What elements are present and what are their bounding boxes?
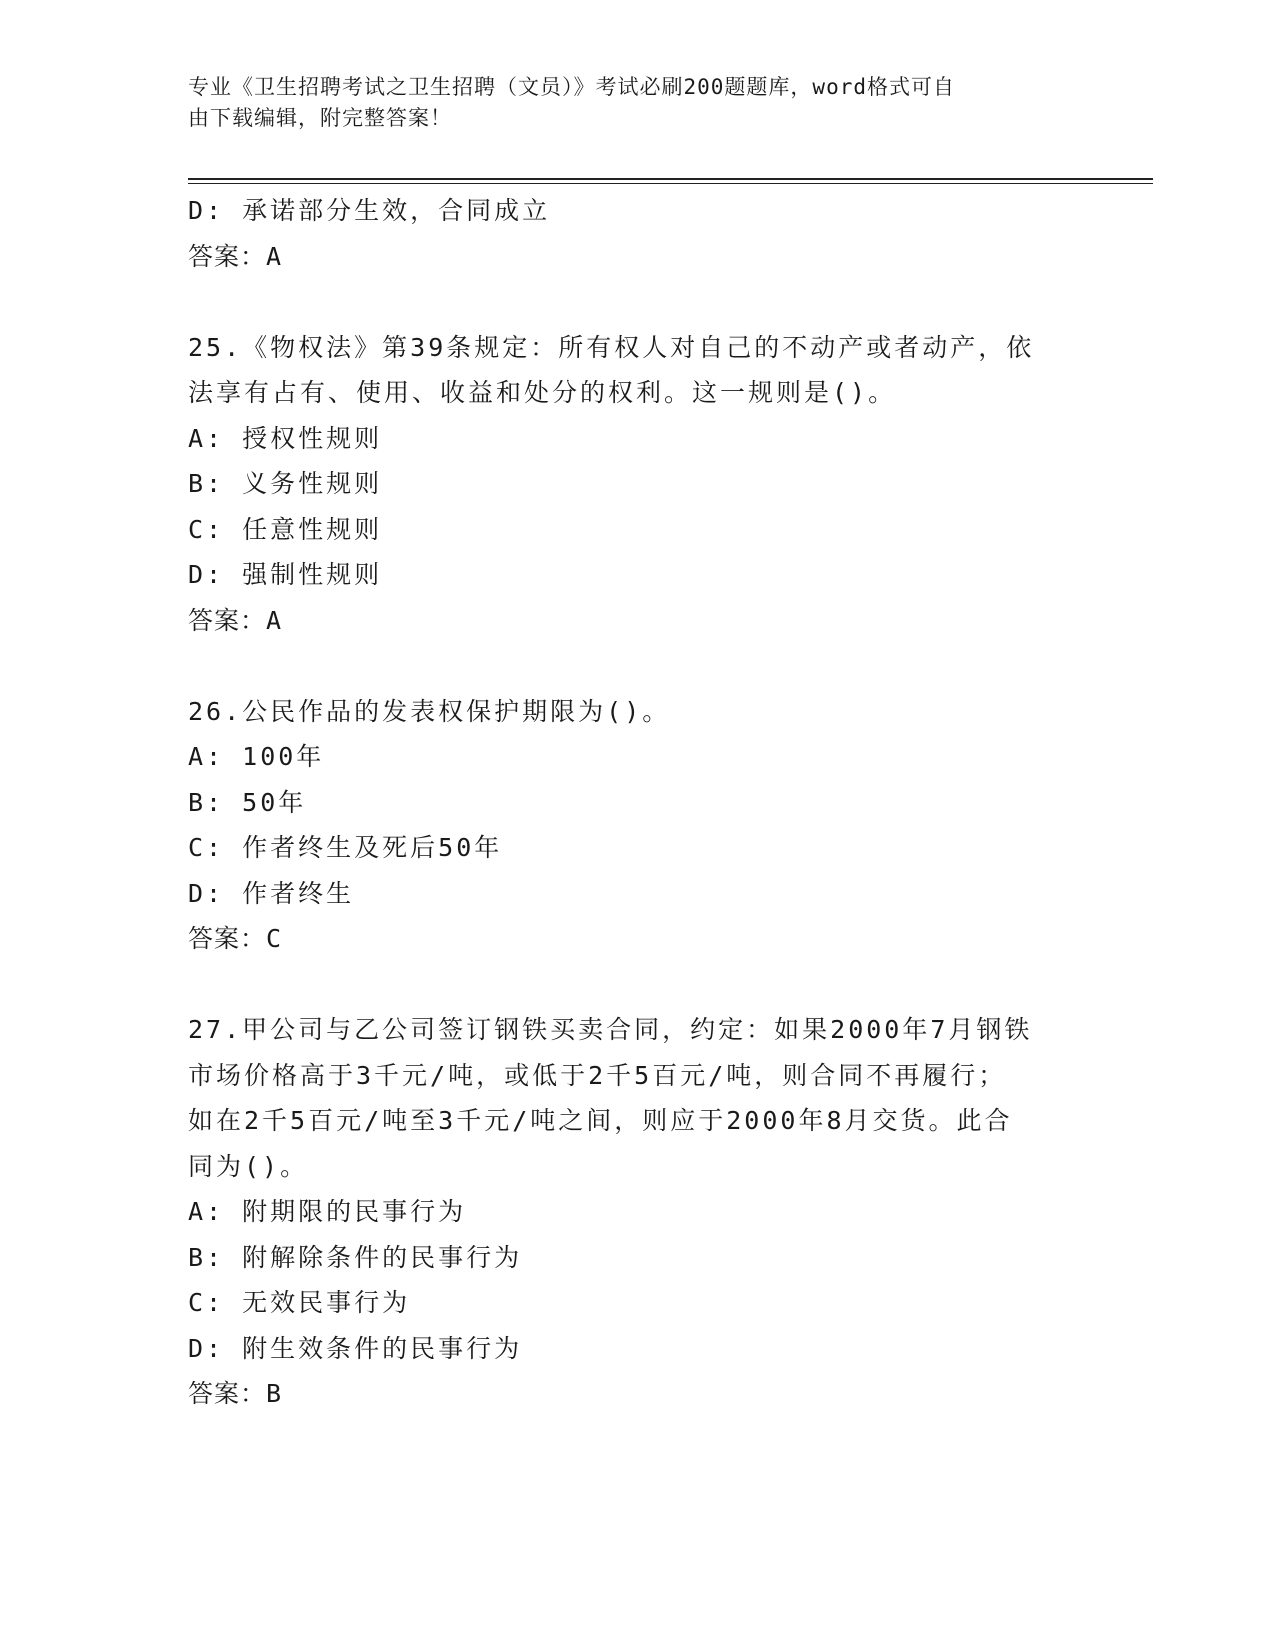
option-b: B: 附解除条件的民事行为: [188, 1242, 523, 1272]
option-a: A: 100年: [188, 742, 325, 771]
option-c: C: 任意性规则: [188, 514, 383, 544]
question-stem-line: 26.公民作品的发表权保护期限为()。: [188, 696, 671, 726]
spacer: [188, 279, 1088, 325]
question-stem-line: 25.《物权法》第39条规定：所有权人对自己的不动产或者动产，依: [188, 332, 1035, 362]
option-a: A: 授权性规则: [188, 423, 383, 453]
header-divider-thin: [188, 183, 1153, 184]
document-header: [188, 72, 1068, 134]
spacer: [188, 643, 1088, 689]
question-stem-line: 如在2千5百元/吨至3千元/吨之间，则应于2000年8月交货。此合: [188, 1106, 1013, 1135]
question-stem-line: 市场价格高于3千元/吨，或低于2千5百元/吨，则合同不再履行；: [188, 1060, 1007, 1090]
question-list: [188, 188, 1088, 1417]
header-line-1: 专业《卫生招聘考试之卫生招聘（文员）》考试必刷200题题库，word格式可自: [188, 75, 955, 99]
answer-label: 答案：: [188, 924, 267, 953]
question-stem-line: 法享有占有、使用、收益和处分的权利。这一规则是()。: [188, 378, 897, 407]
question-stem-line: 同为()。: [188, 1151, 309, 1181]
option-c: C: 无效民事行为: [188, 1288, 411, 1317]
option-d: D: 附生效条件的民事行为: [188, 1333, 523, 1363]
question-25: [188, 325, 1088, 644]
answer-label: 答案：: [188, 1379, 267, 1408]
answer-label: 答案：: [188, 241, 267, 271]
option-c: C: 作者终生及死后50年: [188, 833, 503, 862]
answer-value: C: [266, 924, 282, 953]
answer-value: A: [266, 605, 282, 635]
answer-line: [188, 916, 1088, 962]
answer-line: [188, 234, 1088, 280]
answer-label: 答案：: [188, 605, 267, 635]
option-a: A: 附期限的民事行为: [188, 1197, 467, 1226]
answer-line: [188, 598, 1088, 644]
option-d: D: 强制性规则: [188, 560, 383, 589]
answer-value: B: [266, 1379, 282, 1408]
option-b: B: 50年: [188, 787, 307, 817]
option-d: D: 作者终生: [188, 878, 355, 908]
question-stem-line: 27.甲公司与乙公司签订钢铁买卖合同，约定：如果2000年7月钢铁: [188, 1015, 1033, 1044]
spacer: [188, 962, 1088, 1008]
option-b: B: 义务性规则: [188, 469, 383, 498]
header-divider-thick: [188, 178, 1153, 180]
answer-value: A: [266, 241, 282, 271]
question-27: [188, 1007, 1088, 1417]
answer-line: [188, 1371, 1088, 1417]
option-d: D: 承诺部分生效，合同成立: [188, 196, 551, 225]
header-line-2: 由下载编辑，附完整答案！: [188, 106, 452, 130]
question-26: [188, 689, 1088, 962]
